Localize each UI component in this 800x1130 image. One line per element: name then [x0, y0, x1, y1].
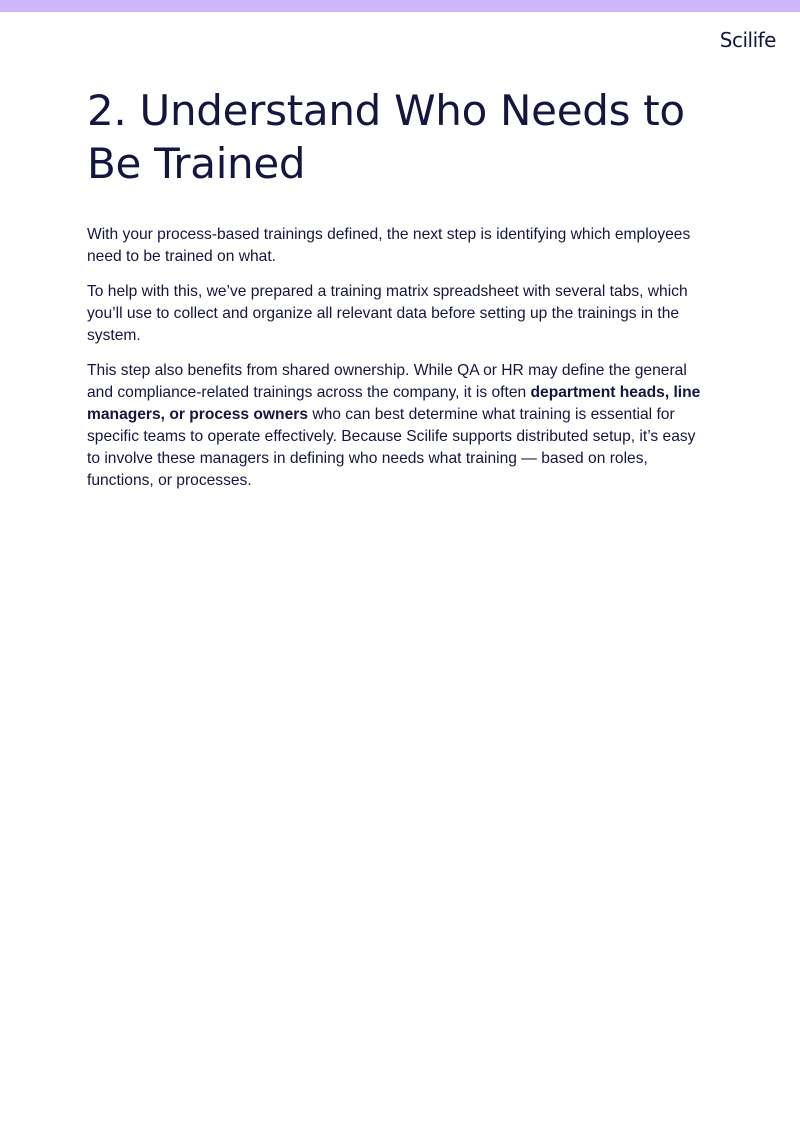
paragraph-1: With your process-based trainings defined, the next step is identifying which employees need to be trained on what. [87, 226, 691, 265]
top-accent-bar [0, 0, 800, 12]
paragraph-3-rest: who can best determine what training is essential for specific teams to operate effectively. Because Scilife supports distributed setup, it’s easy to involve these managers in defining who needs what training — based on roles, functions, or processes. [87, 406, 696, 489]
scilife-logo: Scilife [719, 28, 776, 52]
paragraph-3-intro: This step also benefits from shared ownership. While QA or HR may define the general and compliance-related trainings across the company, it is often [87, 362, 687, 401]
paragraph-3 [87, 360, 712, 492]
paragraph-2: To help with this, we’ve prepared a training matrix spreadsheet with several tabs, which you’ll use to collect and organize all relevant data before setting up the trainings in the system. [87, 283, 688, 344]
paragraph-3-emphasis: department heads, line managers, or process owners [87, 384, 701, 423]
page-title: 2. Understand Who Needs to Be Trained [87, 86, 685, 188]
page-content [87, 84, 712, 505]
body-text [87, 224, 712, 492]
